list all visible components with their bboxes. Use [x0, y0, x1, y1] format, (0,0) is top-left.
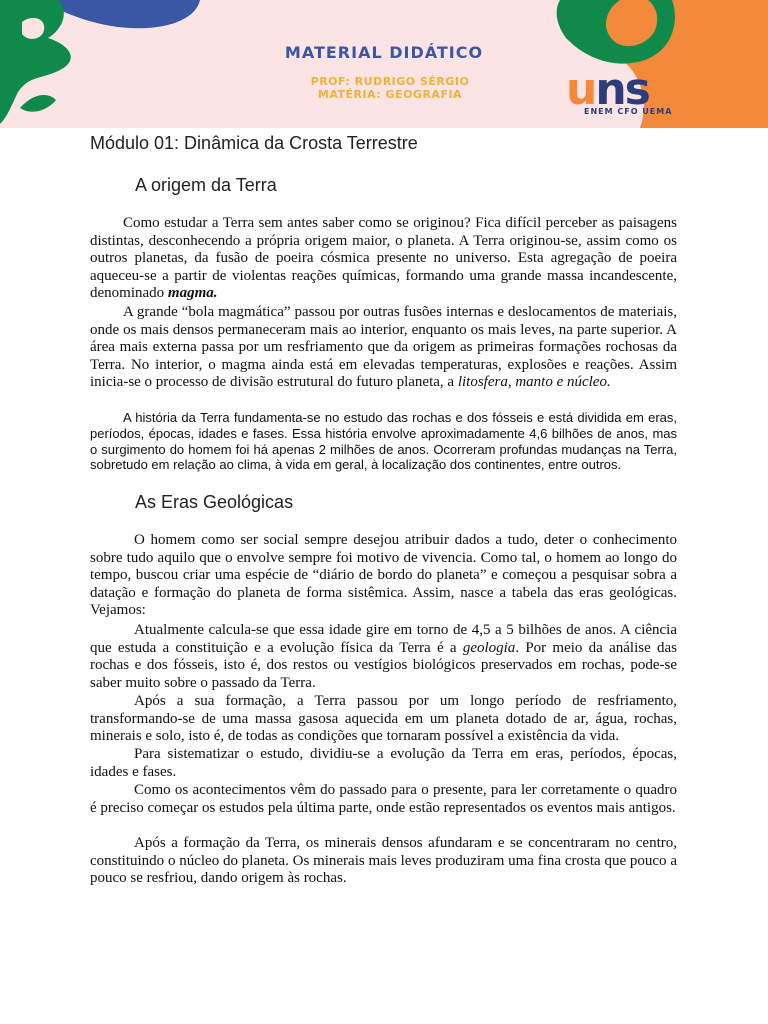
- paragraph-origem-2: A grande “bola magmática” passou por outras fusões internas e deslocamentos de materiais, onde os mais densos permaneceram mais ao interior, enquanto os mais leves, na parte superior. A área mais externa passa por um resfriamento que da origem as primeiras formações rochosas da Terra. No interior, o magma ainda está em elevadas temperaturas, explosões e reações. Assim inicia-se o processo de divisão estrutural do futuro planeta, a litosfera, manto e núcleo.: [90, 304, 677, 391]
- uns-logo: uns: [566, 64, 649, 115]
- paragraph-eras-4: Para sistematizar o estudo, dividiu-se a evolução da Terra em eras, períodos, épocas, idades e fases.: [90, 746, 677, 780]
- paragraph-eras-2: Atualmente calcula-se que essa idade gire em torno de 4,5 a 5 bilhões de anos. A ciência que estuda a constituição e a evolução física da Terra é a geologia. Por meio da análise das rochas e dos fósseis, isto é, dos restos ou vestígios biológicos preservados em rochas, pode-se saber muito sobre o passado da Terra.: [90, 622, 677, 691]
- paragraph-eras-3: Após a sua formação, a Terra passou por um longo período de resfriamento, transformando-se de uma massa gasosa aquecida em um planeta dotado de ar, água, rochas, minerais e solo, isto é, de todas as condições que tornaram possível a existência da vida.: [90, 693, 677, 745]
- module-title: Módulo 01: Dinâmica da Crosta Terrestre: [90, 133, 418, 153]
- paragraph-eras-6: Após a formação da Terra, os minerais densos afundaram e se concentraram no centro, constituindo o núcleo do planeta. Os minerais mais leves produziram uma fina crosta que pouco a pouco se resfriou, dando origem às rochas.: [90, 835, 677, 887]
- paragraph-eras-1: O homem como ser social sempre desejou atribuir dados a tudo, deter o conhecimento sobre tudo aquilo que o envolve sempre foi motivo de vivencia. Como tal, o homem ao longo do tempo, buscou criar uma espécie de “diário de bordo do planeta” e começou a pesquisar sobra a datação e formação do planeta de forma sistêmica. Assim, nasce a tabela das eras geológicas. Vejamos:: [90, 532, 677, 619]
- section-title-eras: As Eras Geológicas: [135, 492, 294, 512]
- logo-subtitle: ENEM CFO UEMA: [584, 107, 673, 116]
- subject-name: MATÉRIA: GEOGRAFIA: [317, 88, 463, 101]
- header-banner: [0, 0, 768, 128]
- paragraph-origem-1: Como estudar a Terra sem antes saber como se originou? Fica difícil perceber as paisagens distintas, desconhecendo a própria origem maior, o planeta. A Terra originou-se, assim como os outros planetas, da fusão de poeira cósmica presente no universo. Esta agregação de poeira aqueceu-se a partir de violentas reações químicas, formando uma grande massa incandescente, denominado magma.: [90, 215, 677, 302]
- professor-name: PROF: RUDRIGO SÉRGIO: [310, 75, 470, 88]
- paragraph-origem-3: A história da Terra fundamenta-se no estudo das rochas e dos fósseis e está dividida em eras, períodos, épocas, idades e fases. Essa história envolve aproximadamente 4,6 bilhões de anos, mas o surgimento do homem foi há apenas 2 milhões de anos. Ocorreram profundas mudanças na Terra, sobretudo em relação ao clima, à vida em geral, à localização dos continentes, entre outros.: [90, 410, 677, 473]
- section-title-origem: A origem da Terra: [135, 175, 277, 195]
- header-title: MATERIAL DIDÁTICO: [284, 43, 484, 62]
- paragraph-eras-5: Como os acontecimentos vêm do passado para o presente, para ler corretamente o quadro é preciso começar os estudos pela última parte, onde estão representados os eventos mais antigos.: [90, 782, 677, 816]
